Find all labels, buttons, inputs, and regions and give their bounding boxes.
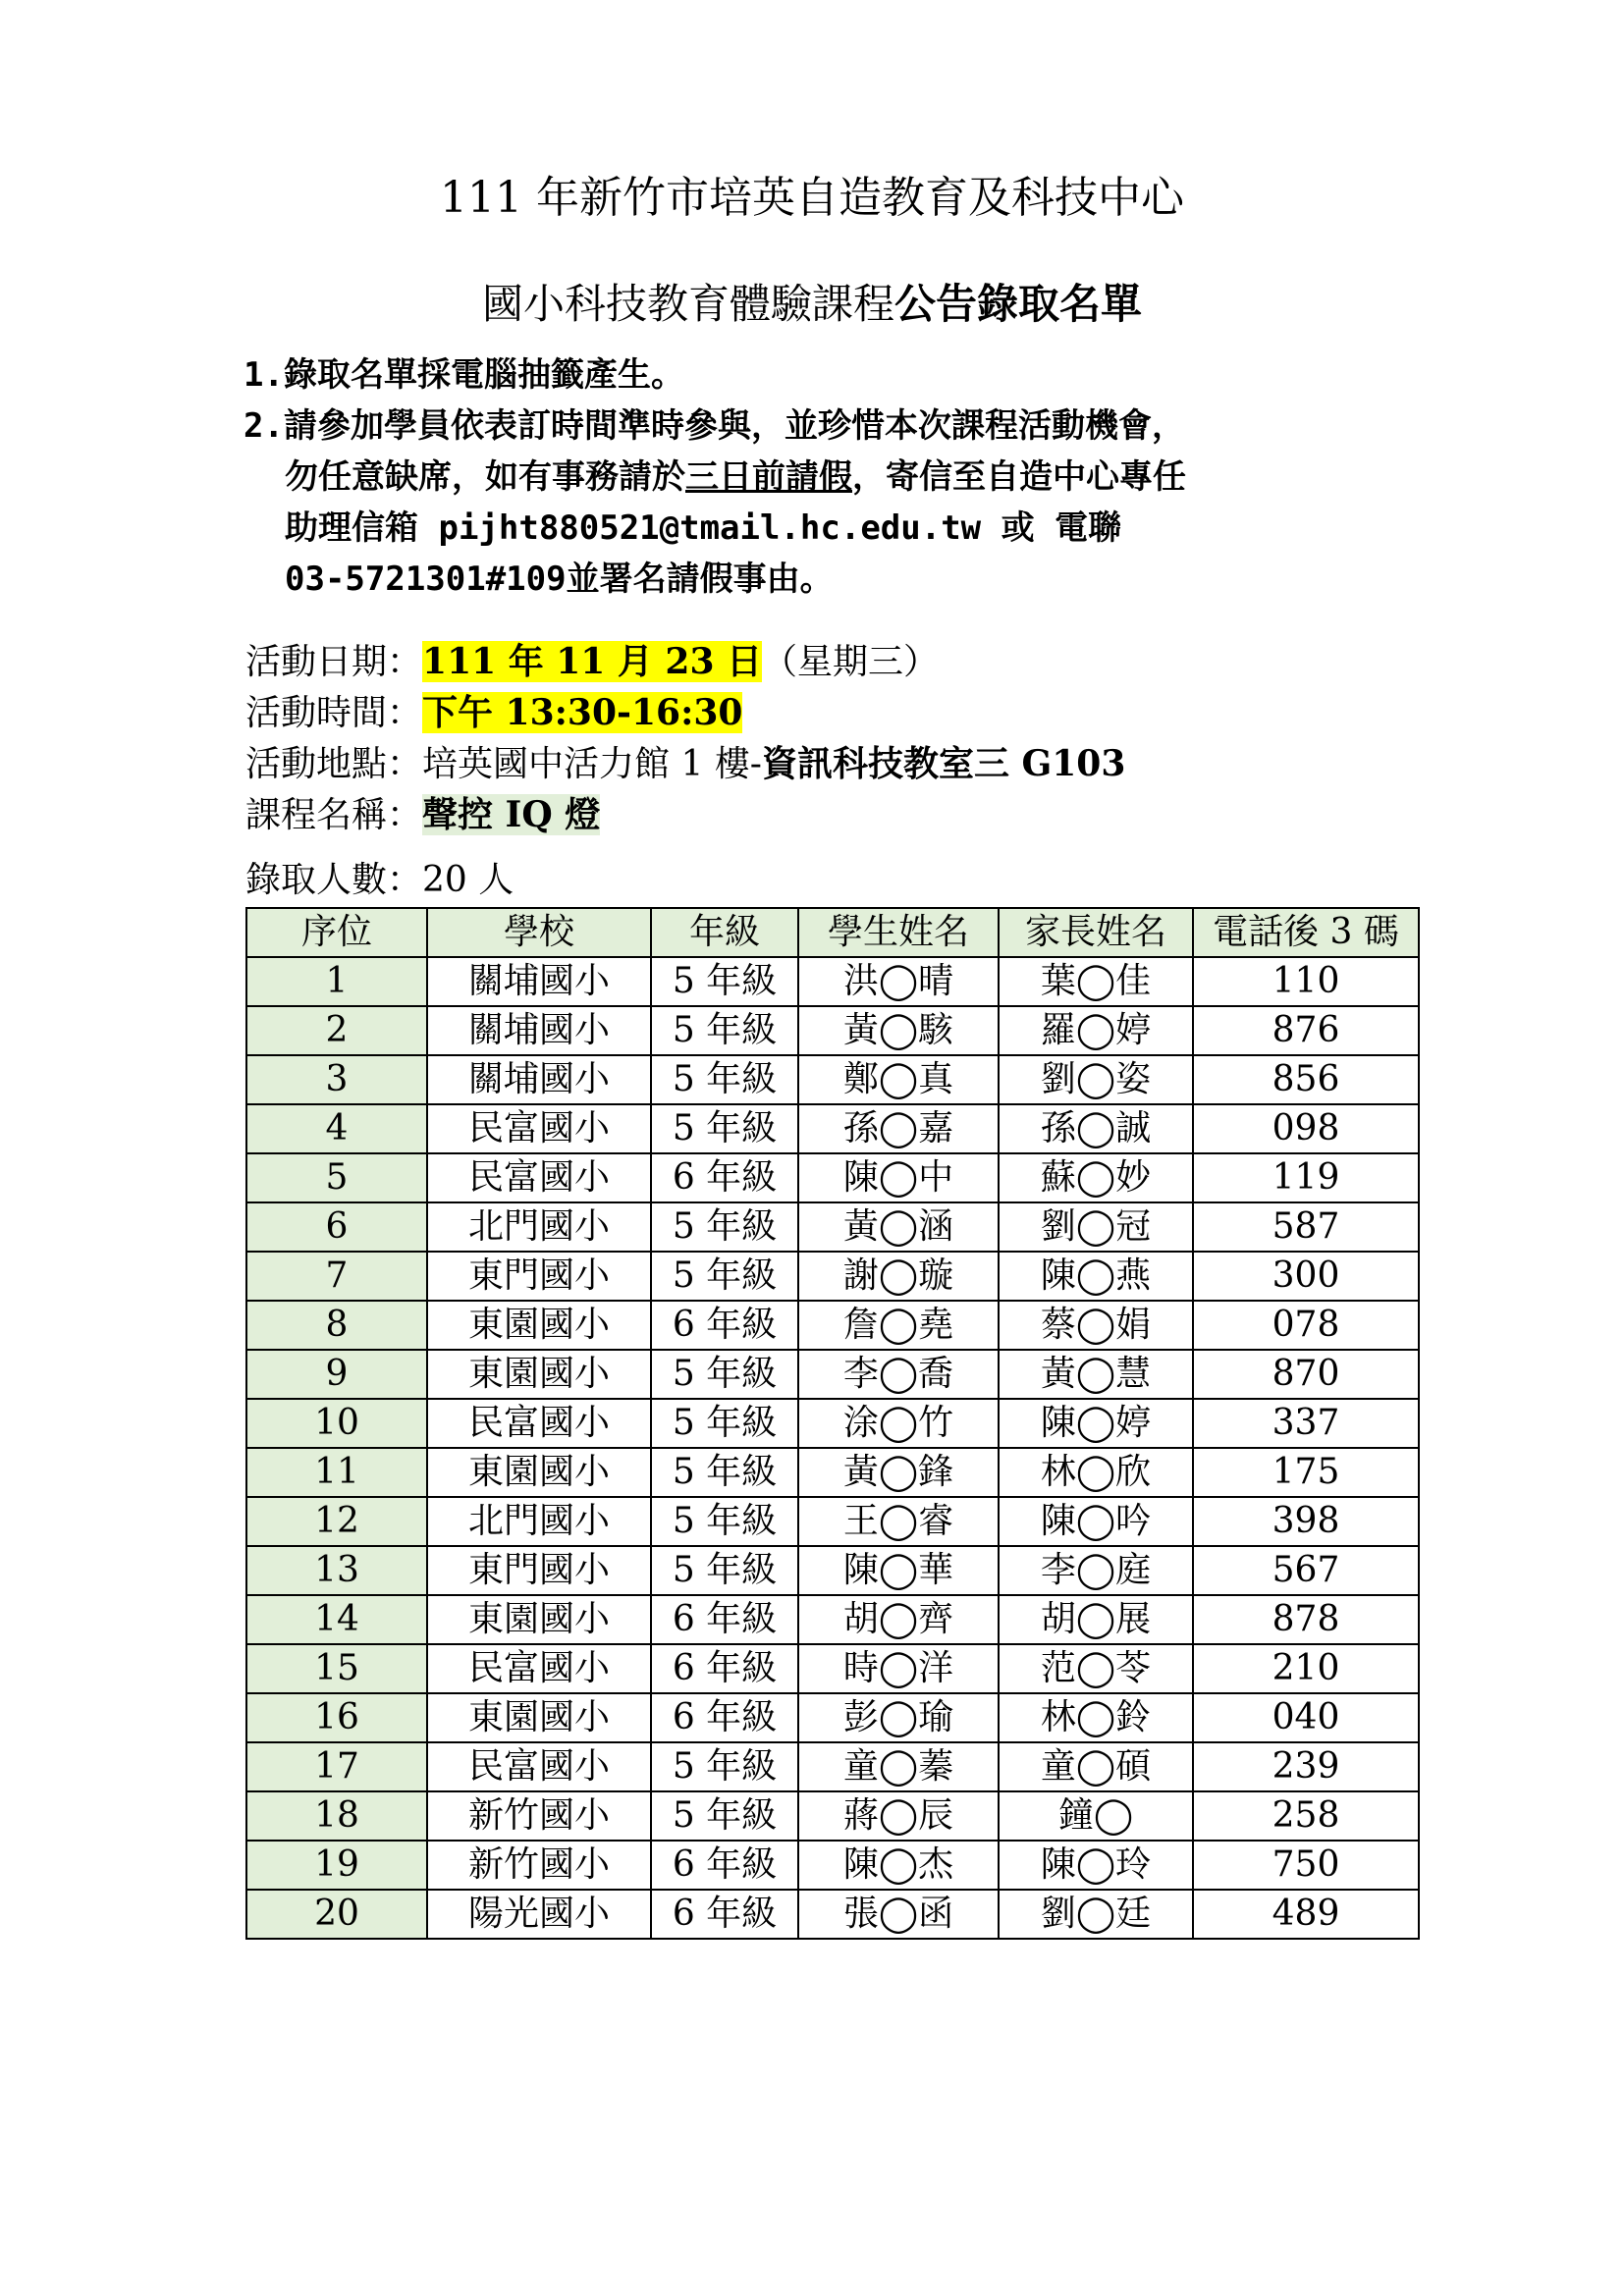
cell-parent-name: 陳◯吟 bbox=[999, 1497, 1193, 1546]
cell-phone-last3: 587 bbox=[1193, 1202, 1419, 1252]
cell-phone-last3: 119 bbox=[1193, 1153, 1419, 1202]
cell-student-name: 謝◯璇 bbox=[798, 1252, 999, 1301]
cell-seq: 11 bbox=[246, 1448, 427, 1497]
note-line-4: 助理信箱 pijht880521@tmail.hc.edu.tw 或 電聯 bbox=[285, 508, 1122, 548]
cell-school: 關埔國小 bbox=[427, 957, 651, 1006]
cell-student-name: 孫◯嘉 bbox=[798, 1104, 999, 1153]
cell-student-name: 黃◯鋒 bbox=[798, 1448, 999, 1497]
cell-grade: 5 年級 bbox=[651, 1252, 798, 1301]
cell-grade: 5 年級 bbox=[651, 1055, 798, 1104]
info-time-row bbox=[245, 687, 1424, 738]
cell-student-name: 鄭◯真 bbox=[798, 1055, 999, 1104]
cell-grade: 6 年級 bbox=[651, 1595, 798, 1644]
document-subtitle bbox=[0, 275, 1624, 334]
cell-phone-last3: 210 bbox=[1193, 1644, 1419, 1693]
cell-school: 關埔國小 bbox=[427, 1006, 651, 1055]
table-row bbox=[246, 1055, 1419, 1104]
cell-phone-last3: 856 bbox=[1193, 1055, 1419, 1104]
table-row bbox=[246, 957, 1419, 1006]
cell-parent-name: 陳◯婷 bbox=[999, 1399, 1193, 1448]
cell-phone-last3: 489 bbox=[1193, 1890, 1419, 1939]
cell-phone-last3: 110 bbox=[1193, 957, 1419, 1006]
cell-phone-last3: 175 bbox=[1193, 1448, 1419, 1497]
table-header-row bbox=[246, 908, 1419, 957]
table-row bbox=[246, 1841, 1419, 1890]
table-row bbox=[246, 1742, 1419, 1791]
cell-parent-name: 林◯鈴 bbox=[999, 1693, 1193, 1742]
cell-grade: 5 年級 bbox=[651, 1546, 798, 1595]
cell-parent-name: 林◯欣 bbox=[999, 1448, 1193, 1497]
cell-parent-name: 陳◯玲 bbox=[999, 1841, 1193, 1890]
cell-grade: 6 年級 bbox=[651, 1693, 798, 1742]
cell-phone-last3: 078 bbox=[1193, 1301, 1419, 1350]
note-line-5: 03-5721301#109並署名請假事由。 bbox=[285, 560, 834, 599]
cell-grade: 5 年級 bbox=[651, 1006, 798, 1055]
cell-student-name: 洪◯晴 bbox=[798, 957, 999, 1006]
cell-phone-last3: 870 bbox=[1193, 1350, 1419, 1399]
info-date-value: 111 年 11 月 23 日 bbox=[422, 641, 763, 682]
info-place-row bbox=[245, 738, 1424, 789]
cell-school: 北門國小 bbox=[427, 1202, 651, 1252]
table-row bbox=[246, 1301, 1419, 1350]
table-row bbox=[246, 1153, 1419, 1202]
cell-grade: 6 年級 bbox=[651, 1301, 798, 1350]
cell-phone-last3: 876 bbox=[1193, 1006, 1419, 1055]
header-parent-name: 家長姓名 bbox=[999, 908, 1193, 957]
cell-phone-last3: 300 bbox=[1193, 1252, 1419, 1301]
cell-parent-name: 黃◯慧 bbox=[999, 1350, 1193, 1399]
cell-parent-name: 劉◯姿 bbox=[999, 1055, 1193, 1104]
cell-student-name: 陳◯華 bbox=[798, 1546, 999, 1595]
cell-student-name: 黃◯涵 bbox=[798, 1202, 999, 1252]
cell-school: 北門國小 bbox=[427, 1497, 651, 1546]
cell-seq: 17 bbox=[246, 1742, 427, 1791]
cell-parent-name: 葉◯佳 bbox=[999, 957, 1193, 1006]
cell-parent-name: 鐘◯ bbox=[999, 1791, 1193, 1841]
info-place-value: 培英國中活力館 1 樓- bbox=[422, 744, 762, 784]
cell-school: 東園國小 bbox=[427, 1350, 651, 1399]
table-body bbox=[246, 957, 1419, 1939]
cell-grade: 5 年級 bbox=[651, 1742, 798, 1791]
document-title: 111 年新竹市培英自造教育及科技中心 bbox=[440, 173, 1184, 223]
note-line-3-underline: 三日前請假 bbox=[685, 457, 852, 497]
subtitle-bold: 公告錄取名單 bbox=[894, 280, 1143, 328]
cell-phone-last3: 040 bbox=[1193, 1693, 1419, 1742]
cell-parent-name: 童◯碩 bbox=[999, 1742, 1193, 1791]
cell-parent-name: 蔡◯娟 bbox=[999, 1301, 1193, 1350]
table-row bbox=[246, 1497, 1419, 1546]
info-date-label: 活動日期： bbox=[245, 642, 423, 682]
cell-seq: 2 bbox=[246, 1006, 427, 1055]
cell-student-name: 童◯蓁 bbox=[798, 1742, 999, 1791]
cell-seq: 18 bbox=[246, 1791, 427, 1841]
cell-student-name: 時◯洋 bbox=[798, 1644, 999, 1693]
table-row bbox=[246, 1546, 1419, 1595]
cell-grade: 6 年級 bbox=[651, 1841, 798, 1890]
cell-seq: 7 bbox=[246, 1252, 427, 1301]
cell-student-name: 黃◯駭 bbox=[798, 1006, 999, 1055]
cell-seq: 8 bbox=[246, 1301, 427, 1350]
cell-school: 關埔國小 bbox=[427, 1055, 651, 1104]
cell-seq: 19 bbox=[246, 1841, 427, 1890]
note-line-2: 2.請參加學員依表訂時間準時參與，並珍惜本次課程活動機會， bbox=[244, 406, 1185, 446]
info-course-row bbox=[245, 789, 1424, 840]
cell-school: 東門國小 bbox=[427, 1546, 651, 1595]
cell-seq: 4 bbox=[246, 1104, 427, 1153]
cell-student-name: 詹◯堯 bbox=[798, 1301, 999, 1350]
cell-seq: 9 bbox=[246, 1350, 427, 1399]
cell-phone-last3: 337 bbox=[1193, 1399, 1419, 1448]
cell-parent-name: 蘇◯妙 bbox=[999, 1153, 1193, 1202]
cell-grade: 5 年級 bbox=[651, 1202, 798, 1252]
cell-student-name: 張◯函 bbox=[798, 1890, 999, 1939]
cell-school: 民富國小 bbox=[427, 1742, 651, 1791]
cell-phone-last3: 239 bbox=[1193, 1742, 1419, 1791]
note-line-3-post: ，寄信至自造中心專任 bbox=[852, 457, 1186, 497]
table-row bbox=[246, 1399, 1419, 1448]
cell-school: 東門國小 bbox=[427, 1252, 651, 1301]
cell-grade: 5 年級 bbox=[651, 1791, 798, 1841]
cell-phone-last3: 878 bbox=[1193, 1595, 1419, 1644]
table-row bbox=[246, 1350, 1419, 1399]
cell-grade: 5 年級 bbox=[651, 1350, 798, 1399]
cell-student-name: 李◯喬 bbox=[798, 1350, 999, 1399]
header-student-name: 學生姓名 bbox=[798, 908, 999, 957]
cell-seq: 12 bbox=[246, 1497, 427, 1546]
cell-phone-last3: 398 bbox=[1193, 1497, 1419, 1546]
info-time-value: 下午 13:30-16:30 bbox=[422, 692, 743, 733]
cell-grade: 5 年級 bbox=[651, 1448, 798, 1497]
cell-student-name: 陳◯中 bbox=[798, 1153, 999, 1202]
cell-student-name: 胡◯齊 bbox=[798, 1595, 999, 1644]
cell-school: 陽光國小 bbox=[427, 1890, 651, 1939]
cell-seq: 6 bbox=[246, 1202, 427, 1252]
cell-seq: 13 bbox=[246, 1546, 427, 1595]
table-row bbox=[246, 1644, 1419, 1693]
cell-parent-name: 胡◯展 bbox=[999, 1595, 1193, 1644]
admission-count: 錄取人數：20 人 bbox=[245, 860, 514, 900]
cell-student-name: 蔣◯辰 bbox=[798, 1791, 999, 1841]
cell-seq: 10 bbox=[246, 1399, 427, 1448]
cell-school: 東園國小 bbox=[427, 1595, 651, 1644]
cell-seq: 1 bbox=[246, 957, 427, 1006]
cell-grade: 6 年級 bbox=[651, 1153, 798, 1202]
table-row bbox=[246, 1890, 1419, 1939]
admission-table bbox=[245, 907, 1420, 1940]
cell-grade: 6 年級 bbox=[651, 1644, 798, 1693]
cell-parent-name: 劉◯廷 bbox=[999, 1890, 1193, 1939]
cell-grade: 5 年級 bbox=[651, 957, 798, 1006]
header-phone-last3: 電話後 3 碼 bbox=[1193, 908, 1419, 957]
info-place-room: 資訊科技教室三 G103 bbox=[761, 743, 1126, 784]
cell-parent-name: 孫◯誠 bbox=[999, 1104, 1193, 1153]
cell-parent-name: 劉◯冠 bbox=[999, 1202, 1193, 1252]
table-row bbox=[246, 1202, 1419, 1252]
table-row bbox=[246, 1104, 1419, 1153]
cell-seq: 3 bbox=[246, 1055, 427, 1104]
cell-school: 東園國小 bbox=[427, 1448, 651, 1497]
table-row bbox=[246, 1791, 1419, 1841]
info-date-row bbox=[245, 636, 1424, 687]
subtitle-normal: 國小科技教育體驗課程 bbox=[481, 280, 894, 328]
cell-grade: 5 年級 bbox=[651, 1104, 798, 1153]
note-line-3-pre: 勿任意缺席，如有事務請於 bbox=[285, 457, 685, 497]
cell-school: 民富國小 bbox=[427, 1644, 651, 1693]
cell-seq: 20 bbox=[246, 1890, 427, 1939]
note-line-3 bbox=[244, 452, 1422, 503]
cell-school: 新竹國小 bbox=[427, 1841, 651, 1890]
header-grade: 年級 bbox=[651, 908, 798, 957]
info-date-weekday: （星期三） bbox=[762, 642, 940, 682]
cell-phone-last3: 750 bbox=[1193, 1841, 1419, 1890]
note-line-1: 1.錄取名單採電腦抽籤產生。 bbox=[244, 355, 684, 395]
cell-phone-last3: 567 bbox=[1193, 1546, 1419, 1595]
cell-student-name: 涂◯竹 bbox=[798, 1399, 999, 1448]
cell-parent-name: 李◯庭 bbox=[999, 1546, 1193, 1595]
cell-grade: 5 年級 bbox=[651, 1497, 798, 1546]
table-row bbox=[246, 1252, 1419, 1301]
cell-seq: 14 bbox=[246, 1595, 427, 1644]
cell-school: 東園國小 bbox=[427, 1301, 651, 1350]
cell-school: 民富國小 bbox=[427, 1399, 651, 1448]
table-row bbox=[246, 1006, 1419, 1055]
cell-parent-name: 陳◯燕 bbox=[999, 1252, 1193, 1301]
cell-student-name: 王◯睿 bbox=[798, 1497, 999, 1546]
header-seq: 序位 bbox=[246, 908, 427, 957]
activity-info bbox=[245, 636, 1424, 840]
cell-student-name: 陳◯杰 bbox=[798, 1841, 999, 1890]
cell-seq: 16 bbox=[246, 1693, 427, 1742]
notes-section bbox=[244, 349, 1422, 605]
header-school: 學校 bbox=[427, 908, 651, 957]
table-row bbox=[246, 1448, 1419, 1497]
cell-school: 民富國小 bbox=[427, 1104, 651, 1153]
info-course-label: 課程名稱： bbox=[245, 795, 423, 835]
cell-school: 新竹國小 bbox=[427, 1791, 651, 1841]
info-time-label: 活動時間： bbox=[245, 693, 423, 733]
table-row bbox=[246, 1595, 1419, 1644]
cell-grade: 5 年級 bbox=[651, 1399, 798, 1448]
cell-student-name: 彭◯瑜 bbox=[798, 1693, 999, 1742]
cell-seq: 5 bbox=[246, 1153, 427, 1202]
info-place-label: 活動地點： bbox=[245, 744, 423, 784]
info-course-value: 聲控 IQ 燈 bbox=[422, 794, 601, 835]
cell-school: 民富國小 bbox=[427, 1153, 651, 1202]
cell-grade: 6 年級 bbox=[651, 1890, 798, 1939]
cell-school: 東園國小 bbox=[427, 1693, 651, 1742]
cell-phone-last3: 258 bbox=[1193, 1791, 1419, 1841]
cell-seq: 15 bbox=[246, 1644, 427, 1693]
table-row bbox=[246, 1693, 1419, 1742]
cell-parent-name: 羅◯婷 bbox=[999, 1006, 1193, 1055]
cell-parent-name: 范◯苓 bbox=[999, 1644, 1193, 1693]
cell-phone-last3: 098 bbox=[1193, 1104, 1419, 1153]
